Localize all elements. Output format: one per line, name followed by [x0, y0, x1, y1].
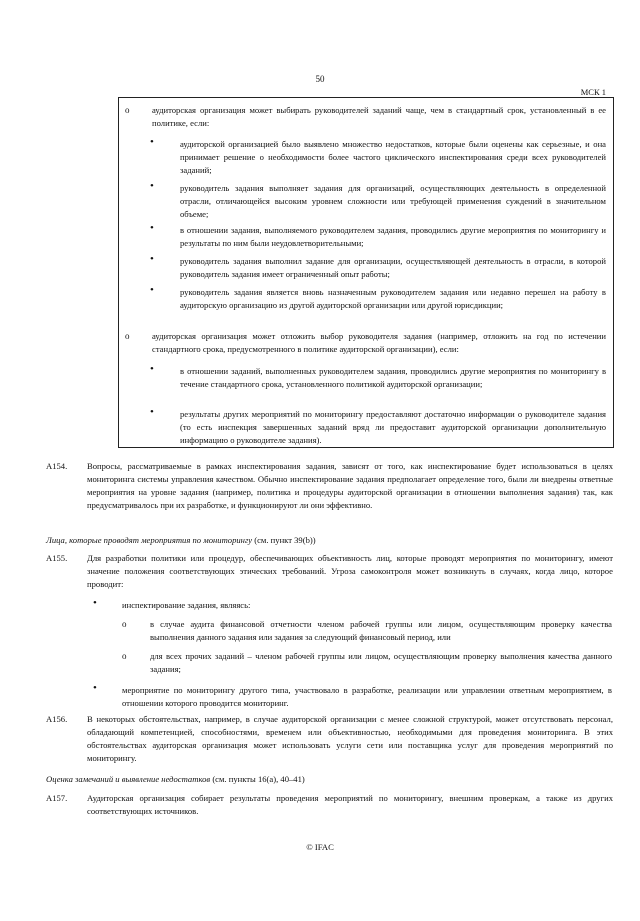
para-a156: В некоторых обстоятельствах, например, в случае аудиторской организации с менее сложной структурой, может отсутствовать персонал, обладающий компетенцией, способностями, временем или объективностью, необходимыми для проведения мониторинга. В этих обстоятельствах аудиторская организация может использовать услуги сети или поставщика услуг для проведения мероприятий по мониторингу. — [87, 714, 613, 763]
circle-marker: o — [125, 105, 130, 115]
bullet-icon: • — [150, 136, 154, 148]
para-a155: Для разработки политики или процедур, обеспечивающих объективность лиц, которые проводят мероприятия по мониторингу, имеют значение положения соответствующих этических требований. Угроза самоконтроля может возникнуть в случаях, когда лицо, которое проводит: — [87, 553, 613, 589]
circle-marker: o — [122, 619, 127, 629]
para-number: A157. — [46, 793, 68, 803]
a155-sub-2: для всех прочих заданий – членом рабочей группы или лицом, осуществляющим проверку выполнения качества данного задания; — [150, 651, 612, 674]
heading-italic: Оценка замечаний и выявление недостатков — [46, 774, 211, 784]
box-para-1: аудиторская организация может выбирать руководителей заданий чаще, чем в стандартный срок, установленный в ее политике, если: — [152, 105, 606, 128]
section-heading — [46, 773, 305, 786]
heading-italic: Лица, которые проводят мероприятия по мониторингу — [46, 535, 253, 545]
box-item-5: руководитель задания является вновь назначенным руководителем задания или недавно перешел на работу в аудиторскую организацию из другой аудиторской организации или другой юрисдикции; — [180, 287, 606, 310]
circle-marker: o — [122, 651, 127, 661]
section-heading — [46, 534, 316, 547]
page-number: 50 — [315, 74, 325, 84]
box-item-1: аудиторской организацией было выявлено множество недостатков, которые были оценены как серьезные, и она принимает решение о необходимости более частого циклического инспектирования среди всех руководителей заданий; — [180, 139, 606, 175]
bullet-icon: • — [150, 253, 154, 265]
para-number: A156. — [46, 714, 68, 724]
bullet-icon: • — [93, 682, 97, 694]
bullet-icon: • — [93, 597, 97, 609]
para-number: A154. — [46, 461, 68, 471]
bullet-icon: • — [150, 222, 154, 234]
heading-ref: (см. пункт 39(b)) — [252, 535, 316, 545]
a155-bullet-1: инспектирование задания, являясь: — [122, 600, 251, 610]
para-number: A155. — [46, 553, 68, 563]
circle-marker: o — [125, 331, 130, 341]
a155-sub-1: в случае аудита финансовой отчетности членом рабочей группы или лицом, осуществляющим проверку качества выполнения данного задания или задания за следующий финансовый период, или — [150, 619, 612, 642]
footer-copyright: © IFAC — [306, 842, 334, 852]
box-para-2: аудиторская организация может отложить выбор руководителя задания (например, отложить на год по истечении стандартного срока, предусмотренного в политике аудиторской организации), если: — [152, 331, 606, 354]
doc-code: МСК 1 — [580, 87, 606, 97]
bullet-icon: • — [150, 406, 154, 418]
a155-bullet-2: мероприятие по мониторингу другого типа, участвовало в разработке, реализации или управлении ответным мероприятием, в отношении которого проводится мониторинг. — [122, 685, 612, 708]
para-a154: Вопросы, рассматриваемые в рамках инспектирования задания, зависят от того, как инспектирование будет использоваться в целях мониторинга системы управления качеством. Обычно инспектирование задания предполагает определение того, были ли внедрены ответные мероприятия на уровне задания (например, политика и процедуры аудиторской организации в отношении выполнения задания) так, как предусматривалось при их разработке, и функционируют ли они эффективно. — [87, 461, 613, 510]
box-item-2: руководитель задания выполняет задания для организаций, осуществляющих деятельность в определенной отрасли, отличающейся высоким уровнем сложности или требующей применения суждений в значительном объеме; — [180, 183, 606, 219]
bullet-icon: • — [150, 180, 154, 192]
bullet-icon: • — [150, 284, 154, 296]
para-a157: Аудиторская организация собирает результаты проведения мероприятий по мониторингу, внешним проверкам, а также из других соответствующих источников. — [87, 793, 613, 816]
bullet-icon: • — [150, 363, 154, 375]
box-item-7: результаты других мероприятий по мониторингу предоставляют достаточно информации о руководителе задания (то есть инспекция завершенных заданий вряд ли предоставит аудиторской организации дополнительную информацию о руководителе задания). — [180, 409, 606, 445]
box-item-4: руководитель задания выполнил задание для организации, осуществляющей деятельность в отрасли, в которой руководитель задания имеет ограниченный опыт работы; — [180, 256, 606, 279]
box-item-6: в отношении заданий, выполненных руководителем задания, проводились другие мероприятия по мониторингу в течение стандартного срока, установленного политикой аудиторской организации; — [180, 366, 606, 389]
box-item-3: в отношении задания, выполняемого руководителем задания, проводились другие мероприятия по мониторингу и результаты по ним были неудовлетворительными; — [180, 225, 606, 248]
heading-ref: (см. пункты 16(а), 40–41) — [210, 774, 305, 784]
